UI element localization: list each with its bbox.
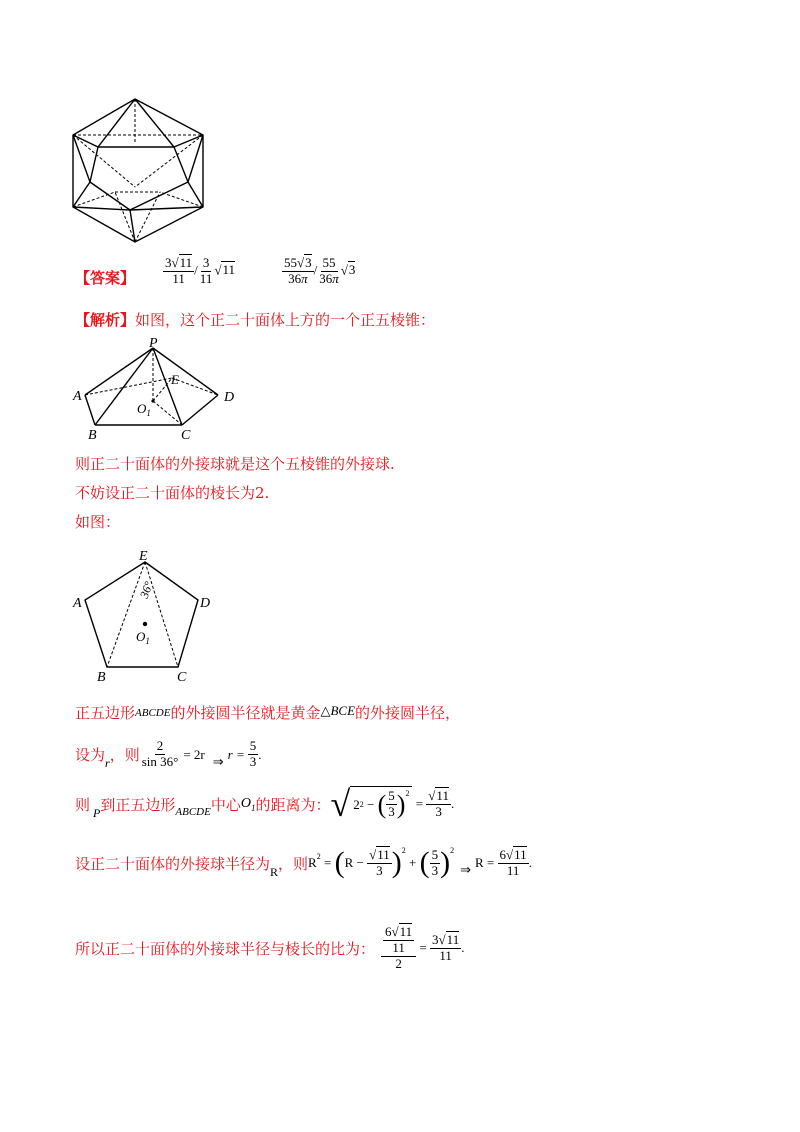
frac-3: 3: [249, 754, 257, 769]
label-A: A: [73, 389, 82, 404]
implies-2: ⇒: [460, 862, 471, 877]
label-O1: $O_1$: [137, 401, 151, 418]
r-eq: r =: [227, 746, 245, 762]
line4-text-b: 的外接圆半径就是黄金: [170, 704, 321, 722]
line6-text-d: 的距离为：: [255, 795, 331, 814]
label-C2: C: [177, 670, 187, 685]
label-B: B: [88, 428, 97, 441]
eq-2r: = 2r: [183, 746, 205, 762]
line6-text-a: 则: [75, 795, 91, 814]
label-C: C: [181, 428, 191, 441]
label-B2: B: [97, 670, 106, 685]
line6-text-b: 到正五边形: [100, 795, 176, 814]
formula-ratio: $\frac{\frac{6√11}{11}}{2}$ = $\frac{3√11}{11}$ .: [381, 925, 464, 972]
symbol-ABCDE-2: ABCDE: [175, 806, 211, 818]
sin-denominator: sin 36°: [141, 754, 179, 769]
symbol-triangle-BCE: △BCE: [320, 703, 356, 718]
symbol-R: R: [270, 864, 279, 879]
formula-R: R 2 = ( R − $\frac{√11}{3}$ ) $^2$ + ( $\frac{5}{3}$ ) $^2$ ⇒ R = $\frac{6√11}{11}$ .: [308, 846, 532, 879]
label-A2: A: [73, 596, 82, 611]
label-D: D: [224, 390, 235, 405]
line4-text-a: 正五边形: [75, 704, 136, 722]
line4-text-c: 的外接圆半径，: [355, 704, 461, 722]
label-E: E: [171, 372, 179, 387]
analysis-line-2: 不妨设正二十面体的棱长为2.: [75, 484, 270, 502]
answer-formula-2: $\frac{55√3}{36\pi}$ / $\frac{55}{36\pi}$ √3: [284, 255, 356, 286]
analysis-line-1: 则正二十面体的外接球就是这个五棱锥的外接球.: [75, 455, 395, 473]
pentagon-figure: [70, 545, 220, 685]
line5-text-b: ，则: [109, 746, 140, 764]
formula-distance: √ 2 2 − ( $\frac{5}{3}$ ) $^2$ = $\frac{√11}{3}$ .: [330, 784, 455, 824]
formula-sin: $\frac{2}{\sin 36^\circ}$ = 2r ⇒ r = $\frac{5}{3}$ .: [141, 738, 262, 769]
label-O1-2: $O_1$: [136, 629, 150, 646]
line6-text-c: 中心: [210, 795, 241, 814]
implies-1: ⇒: [212, 753, 224, 769]
label-E2: E: [139, 549, 148, 564]
analysis-line-6: [75, 783, 454, 825]
analysis-line-5: [75, 738, 262, 771]
analysis-line-3: 如图：: [75, 513, 121, 531]
line8-text: 所以正二十面体的外接球半径与棱长的比为：: [75, 939, 376, 958]
analysis-line-8: [75, 925, 464, 972]
symbol-r: r: [105, 756, 110, 770]
label-P: P: [149, 336, 158, 351]
analysis-label: 【解析】: [75, 311, 136, 329]
analysis-intro: [75, 309, 435, 330]
frac-5: 5: [249, 738, 257, 754]
angle-label: 36°: [136, 579, 156, 601]
answer-label: 【答案】: [75, 269, 136, 287]
icosahedron-figure: [70, 97, 206, 245]
symbol-O1: $O_1$: [240, 795, 256, 813]
analysis-line-4: [75, 702, 460, 723]
line7-text-a: 设正二十面体的外接球半径为: [75, 854, 271, 873]
symbol-ABCDE: ABCDE: [135, 707, 171, 719]
analysis-line-7: [75, 846, 532, 880]
label-D2: D: [200, 596, 211, 611]
pyramid-figure: [70, 333, 250, 441]
answer-formula-1: $\frac{3√11}{11}$ / $\frac{3}{11}$ √11: [165, 255, 235, 286]
analysis-intro-text: 如图，这个正二十面体上方的一个正五棱锥：: [135, 311, 436, 329]
R-eq: R =: [475, 855, 495, 870]
line7-text-b: ，则: [278, 854, 309, 873]
line5-text-a: 设为: [75, 746, 106, 764]
symbol-P: P: [93, 805, 101, 820]
